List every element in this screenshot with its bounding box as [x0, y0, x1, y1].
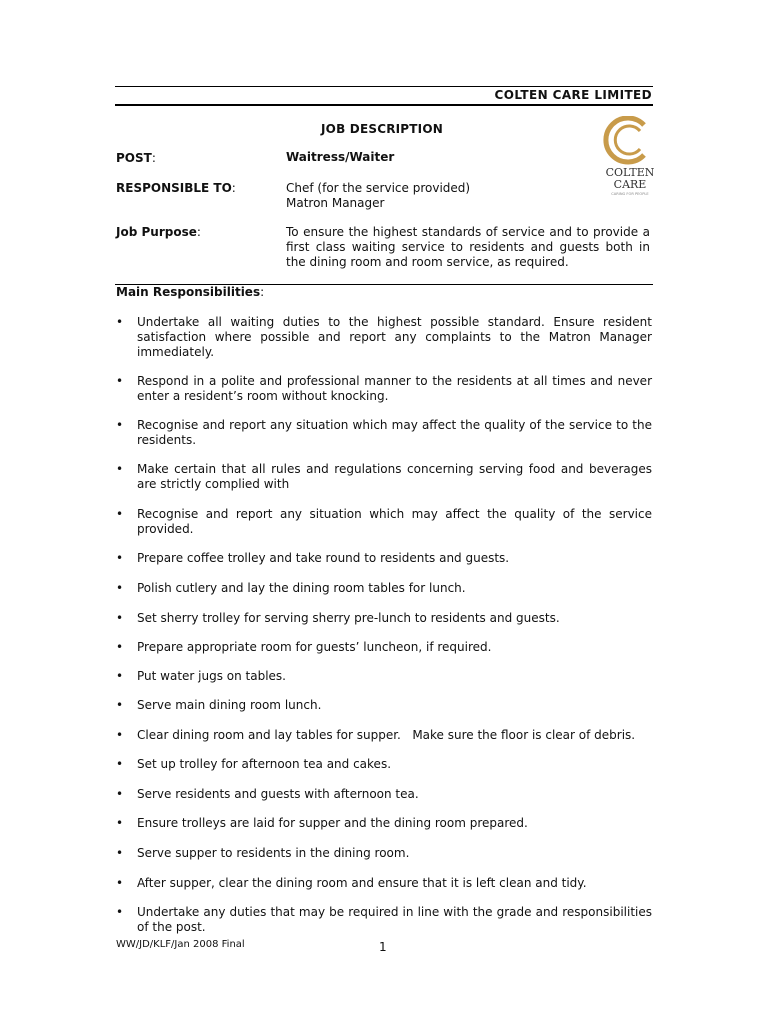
bullet-icon: • [116, 669, 124, 683]
bullet-icon: • [116, 905, 124, 919]
responsibilities-list [116, 315, 652, 935]
logo-inner-c [615, 126, 640, 154]
job-purpose-label: Job Purpose: [116, 225, 201, 239]
responsible-to-value-1: Chef (for the service provided) [286, 181, 471, 195]
responsibility-item: • Polish cutlery and lay the dining room tables for lunch. [116, 581, 466, 595]
main-responsibilities-heading: Main Responsibilities: [116, 285, 265, 299]
bullet-icon: • [116, 462, 124, 476]
document-reference: WW/JD/KLF/Jan 2008 Final [116, 939, 245, 950]
responsibility-item: • Ensure trolleys are laid for supper and the dining room prepared. [116, 816, 528, 830]
bullet-icon: • [116, 698, 124, 712]
bullet-icon: • [116, 418, 124, 432]
bullet-icon: • [116, 581, 124, 595]
responsibility-item: • Make certain that all rules and regulations concerning serving food and beverages are strictly complied with [116, 462, 652, 491]
document-title: JOB DESCRIPTION [321, 122, 443, 136]
responsibility-item: • Put water jugs on tables. [116, 669, 286, 683]
bullet-icon: • [116, 787, 124, 801]
post-label: POST: [116, 151, 156, 165]
responsibility-item: • After supper, clear the dining room and ensure that it is left clean and tidy. [116, 876, 587, 890]
bullet-icon: • [116, 507, 124, 521]
logo-text-care: CARE [613, 178, 647, 191]
colten-care-logo [600, 116, 660, 198]
bullet-icon: • [116, 611, 124, 625]
responsibility-item: • Set sherry trolley for serving sherry pre-lunch to residents and guests. [116, 611, 560, 625]
responsibility-item: • Prepare appropriate room for guests’ luncheon, if required. [116, 640, 492, 654]
top-rule [115, 86, 653, 87]
job-purpose-value: To ensure the highest standards of service and to provide a first class waiting service to residents and guests both in the dining room and room service, as required. [286, 225, 650, 269]
responsibility-item: • Serve supper to residents in the dining room. [116, 846, 410, 860]
responsible-to-value-2: Matron Manager [286, 196, 385, 210]
bullet-icon: • [116, 757, 124, 771]
responsibility-item: • Recognise and report any situation which may affect the quality of the service provided. [116, 507, 652, 536]
header-rule [115, 104, 653, 106]
bullet-icon: • [116, 374, 124, 388]
bullet-icon: • [116, 846, 124, 860]
responsibility-item: • Undertake all waiting duties to the highest possible standard. Ensure resident satisfaction where possible and report any complaints to the Matron Manager immediately. [116, 315, 652, 359]
logo-tagline: CARING FOR PEOPLE [611, 192, 649, 196]
responsibility-item: • Prepare coffee trolley and take round to residents and guests. [116, 551, 510, 565]
responsibility-item: • Clear dining room and lay tables for supper. Make sure the floor is clear of debris. [116, 728, 636, 742]
page-number: 1 [379, 940, 387, 954]
bullet-icon: • [116, 728, 124, 742]
responsibility-item: • Serve main dining room lunch. [116, 698, 322, 712]
logo-outer-c [606, 118, 644, 162]
company-name: COLTEN CARE LIMITED [494, 88, 652, 102]
bullet-icon: • [116, 816, 124, 830]
logo-text-colten: COLTEN [605, 166, 655, 179]
bullet-icon: • [116, 876, 124, 890]
post-value: Waitress/Waiter [286, 150, 395, 164]
responsible-to-label: RESPONSIBLE TO: [116, 181, 236, 195]
responsibility-item: • Respond in a polite and professional manner to the residents at all times and never enter a resident’s room without knocking. [116, 374, 652, 403]
bullet-icon: • [116, 551, 124, 565]
responsibility-item: • Serve residents and guests with afternoon tea. [116, 787, 419, 801]
bullet-icon: • [116, 315, 124, 329]
responsibility-item: • Undertake any duties that may be required in line with the grade and responsibilities of the post. [116, 905, 652, 934]
responsibility-item: • Recognise and report any situation which may affect the quality of the service to the residents. [116, 418, 652, 447]
bullet-icon: • [116, 640, 124, 654]
responsibility-item: • Set up trolley for afternoon tea and cakes. [116, 757, 392, 771]
